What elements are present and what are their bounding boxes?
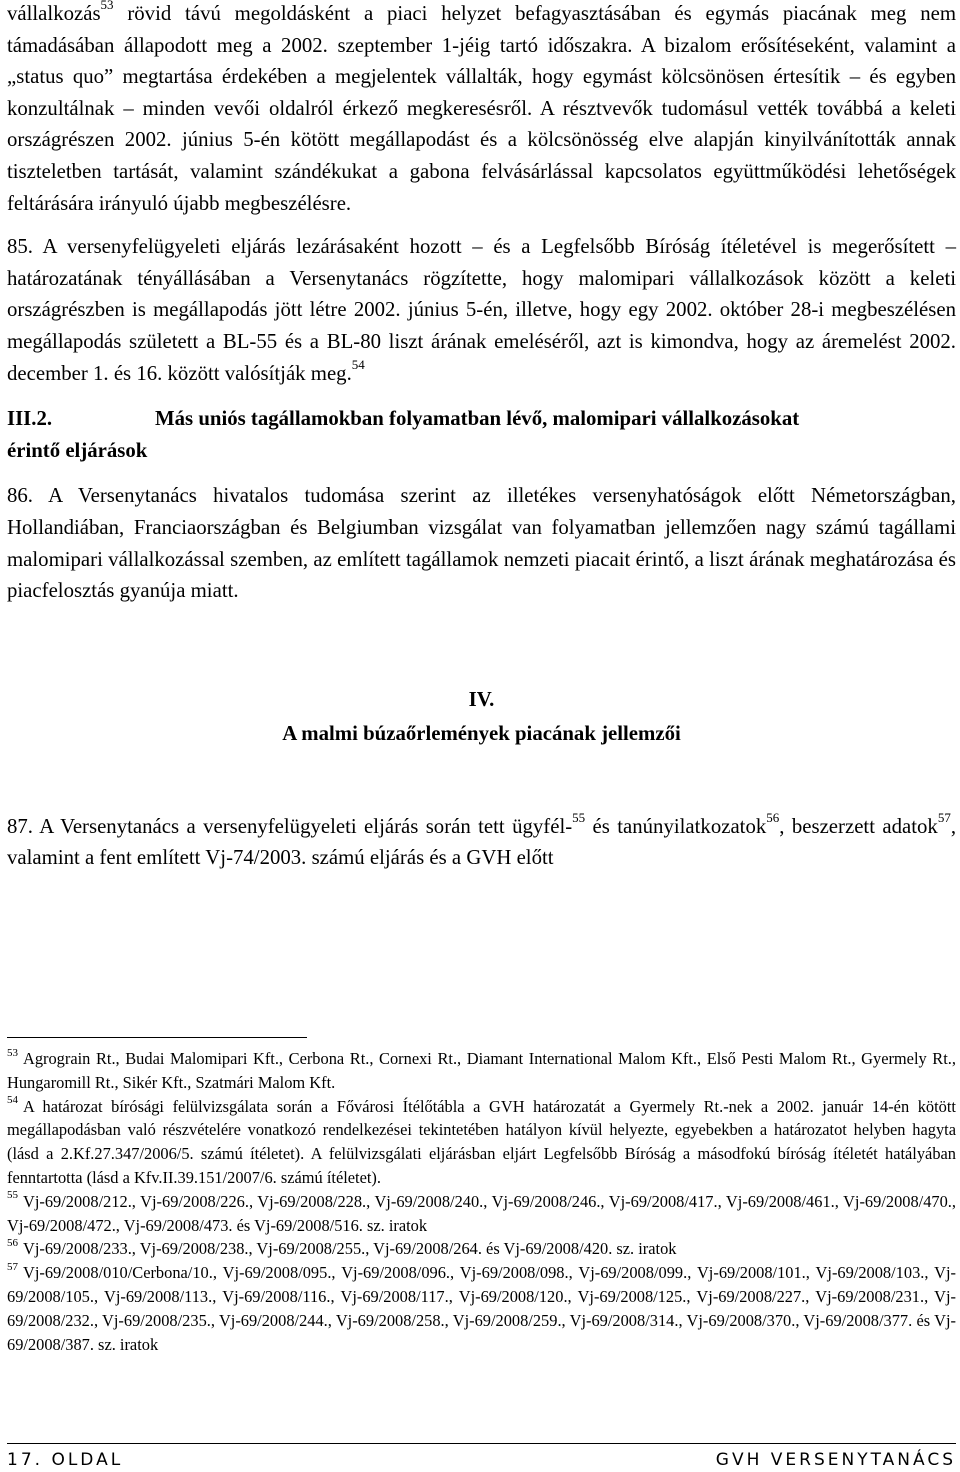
footnote-number: 57 <box>7 1260 18 1273</box>
footer-organization: GVH VERSENYTANÁCS <box>715 1450 956 1470</box>
paragraph-text: rövid távú megoldásként a piaci helyzet befagyasztásában és egymás piacának meg nem támadásában állapodott meg a 2002. szeptember 1-jéig tartó időszakra. A bizalom erősítéseként, valamint a „status quo” megtartása érdekében a megjelentek vállalták, hogy egymást kölcsönösen értesítik – és egyben konzultálnak – minden vevői oldalról érkező megkeresésről. A résztvevők tudomásul vették továbbá a keleti országrészen 2002. június 5-én kötött megállapodást és a kölcsönösség elve alapján kinyilvánították annak tiszteletben tartását, valamint szándékukat a gabona felvásárlással kapcsolatos együttműködési lehetőségek feltárására irányuló újabb megbeszélésre. <box>7 2 956 215</box>
footnote-57 <box>7 1261 956 1356</box>
section-title: Más uniós tagállamokban folyamatban lévő, malomipari vállalkozásokat <box>155 407 800 431</box>
section-title-continued: érintő eljárások <box>7 438 148 462</box>
footnote-number: 55 <box>7 1189 18 1202</box>
paragraph-text: vállalkozás <box>7 2 101 25</box>
footnote-number: 54 <box>7 1094 18 1107</box>
body-text <box>7 0 956 874</box>
footnote-ref-54[interactable]: 54 <box>351 356 365 372</box>
section-number: III.2. <box>7 407 53 431</box>
footnote-56 <box>7 1237 956 1261</box>
paragraph-text: és tanúnyilatkozatok <box>585 814 767 838</box>
section-heading-iii-2 <box>7 403 956 466</box>
footnote-53 <box>7 1047 956 1095</box>
footer-separator <box>7 1443 956 1444</box>
section-heading-iv <box>7 683 956 751</box>
paragraph-87 <box>7 811 956 874</box>
footnote-54 <box>7 1095 956 1190</box>
paragraph-text: , beszerzett adatok <box>779 814 938 838</box>
footnote-text: Vj-69/2008/010/Cerbona/10., Vj-69/2008/095., Vj-69/2008/096., Vj-69/2008/098., Vj-69/2008/099., Vj-69/2008/101., Vj-69/2008/103., Vj-69/2008/105., Vj-69/2008/113., Vj-69/2008/116., Vj-69/2008/117., Vj-69/2008/120., Vj-69/2008/125., Vj-69/2008/227., Vj-69/2008/231., Vj-69/2008/232., Vj-69/2008/235., Vj-69/2008/244., Vj-69/2008/258., Vj-69/2008/259., Vj-69/2008/314., Vj-69/2008/370., Vj-69/2008/377. és Vj-69/2008/387. sz. iratok <box>7 1263 956 1354</box>
footnote-text: Vj-69/2008/233., Vj-69/2008/238., Vj-69/2008/255., Vj-69/2008/264. és Vj-69/2008/420. sz. iratok <box>23 1239 677 1259</box>
footnote-text: Vj-69/2008/212., Vj-69/2008/226., Vj-69/2008/228., Vj-69/2008/240., Vj-69/2008/246., Vj-69/2008/417., Vj-69/2008/461., Vj-69/2008/470., Vj-69/2008/472., Vj-69/2008/473. és Vj-69/2008/516. sz. iratok <box>7 1191 956 1235</box>
section-number: IV. <box>468 687 495 711</box>
page-number: 17. OLDAL <box>7 1450 124 1470</box>
footnote-ref-53[interactable]: 53 <box>100 0 114 13</box>
footnote-number: 53 <box>7 1046 18 1059</box>
footnote-text: A határozat bírósági felülvizsgálata során a Fővárosi Ítélőtábla a GVH határozatát a Gyermely Rt.-nek a 2002. január 14-én kötött megállapodásban való részvételére vonatkozó rendelkezései tekintetében hatályon kívül helyezte, egyebekben a határozatot helyben hagyta (lásd a 2.Kf.27.347/2006/5. számú ítéletet). A felülvizsgálati eljárásban eljárt Legfelsőbb Bíróság a másodfokú bíróság ítéletét hatályában fenntartotta (lásd a Kfv.II.39.151/2007/6. számú ítéletet). <box>7 1096 956 1187</box>
footnote-ref-55[interactable]: 55 <box>572 809 586 825</box>
paragraph-85 <box>7 231 956 389</box>
footnotes <box>7 1047 956 1356</box>
paragraph-text: 87. A Versenytanács a versenyfelügyeleti eljárás során tett ügyfél- <box>7 814 573 838</box>
section-title: A malmi búzaőrlemények piacának jellemzői <box>282 721 681 745</box>
footnote-text: Agrograin Rt., Budai Malomipari Kft., Cerbona Rt., Cornexi Rt., Diamant International Malom Kft., Első Pesti Malom Rt., Gyermely Rt., Hungaromill Rt., Sikér Kft., Szatmári Malom Kft. <box>7 1049 956 1092</box>
paragraph-text: 85. A versenyfelügyeleti eljárás lezárásaként hozott – és a Legfelsőbb Bíróság ítéletével is megerősített – határozatának tényállásában a Versenytanács rögzítette, hogy malomipari vállalkozások között a keleti országrészben is megállapodás jött létre 2002. június 5-én, illetve, hogy egy 2002. október 28-i megbeszélésen megállapodás született a BL-55 és a BL-80 liszt árának emeléséről, azt is kimondva, hogy az áremelést 2002. december 1. és 16. között valósítják meg. <box>7 235 956 385</box>
footnote-separator <box>7 1037 307 1038</box>
page-footer <box>7 1443 956 1469</box>
footnote-ref-56[interactable]: 56 <box>766 809 780 825</box>
footnote-55 <box>7 1190 956 1238</box>
paragraph-86: 86. A Versenytanács hivatalos tudomása szerint az illetékes versenyhatóságok előtt Németországban, Hollandiában, Franciaországban és Belgiumban vizsgálat van folyamatban jellemzően nagy számú tagállami malomipari vállalkozással szemben, az említett tagállamok nemzeti piacait érintő, a liszt árának meghatározása és piacfelosztás gyanúja miatt. <box>7 484 956 603</box>
footnote-ref-57[interactable]: 57 <box>937 809 951 825</box>
footnote-number: 56 <box>7 1236 18 1249</box>
paragraph-continued <box>7 0 956 219</box>
paragraph-text: , valamint a fent említett Vj-74/2003. számú eljárás és a GVH előtt <box>7 814 957 870</box>
